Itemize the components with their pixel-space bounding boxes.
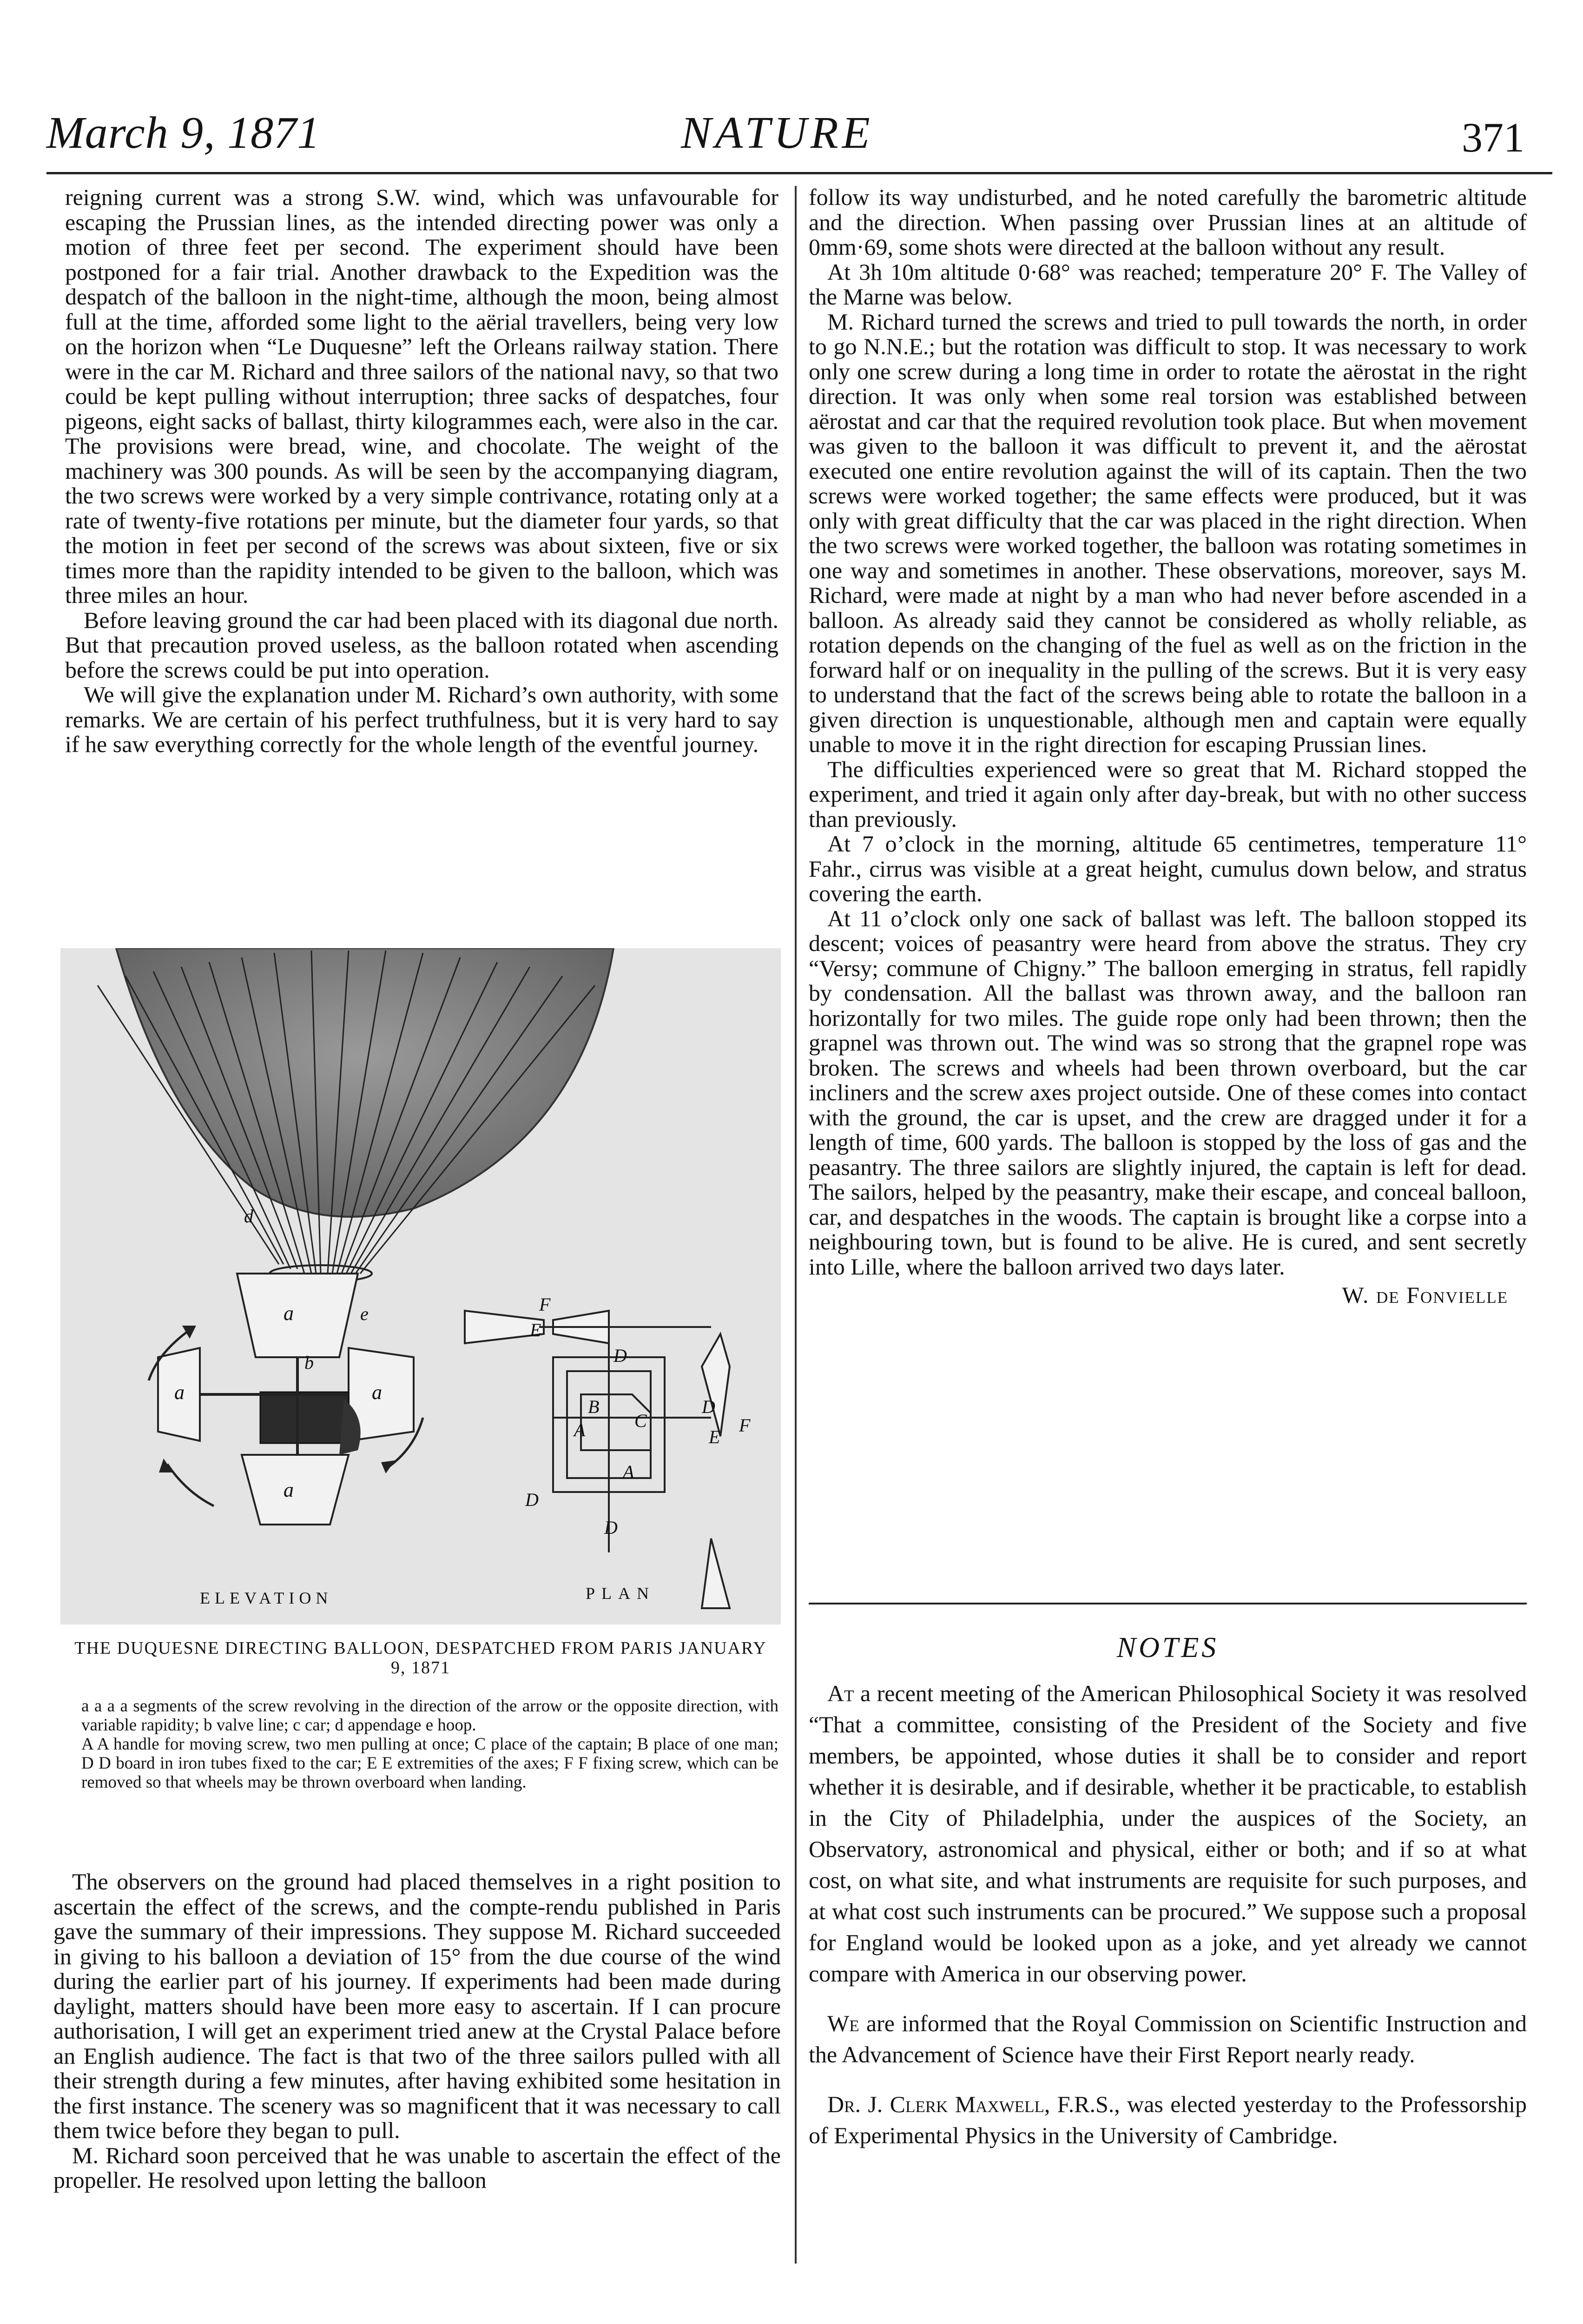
label-A: A bbox=[574, 1419, 586, 1440]
label-b: b bbox=[304, 1352, 314, 1373]
label-A: A bbox=[623, 1461, 634, 1482]
plan-label: PLAN bbox=[586, 1584, 656, 1603]
notes-section bbox=[809, 1678, 1527, 2170]
page-header bbox=[37, 98, 1543, 167]
note-lead: Dr. J. Clerk Maxwell bbox=[827, 2091, 1044, 2117]
label-E: E bbox=[709, 1426, 720, 1447]
note-text: are informed that the Royal Commission on Scientific Instruction and the Advancement of Science have their First Report nearly ready. bbox=[809, 2010, 1527, 2067]
paragraph: The difficulties experienced were so great that M. Richard stopped the experiment, and tried it again only after day-break, but with no other success than previously. bbox=[809, 756, 1527, 832]
right-column bbox=[809, 185, 1527, 1308]
legend-line: a a a a segments of the screw revolving in the direction of the arrow or the opposite direction, with variable rapidity; b valve line; c car; d appendage e hoop. bbox=[81, 1697, 778, 1735]
label-a: a bbox=[174, 1381, 185, 1404]
car bbox=[260, 1392, 349, 1443]
paragraph: We will give the explanation under M. Richard’s own authority, with some remarks. We are certain of his perfect truthfulness, but it is very hard to say if he saw everything correctly for the whole length of the eventful journey. bbox=[65, 681, 778, 757]
paragraph: reigning current was a strong S.W. wind, which was unfavourable for escaping the Prussian lines, as the intended directing power was only a motion of three feet per second. The experiment should have been postponed for a fair trial. Another drawback to the Expedition was the despatch of the balloon in the night-time, although the moon, being almost full at the time, afforded some light to the aërial travellers, being very low on the horizon when “Le Duquesne” left the Orleans railway station. There were in the car M. Richard and three sailors of the national navy, so that two could be kept pulling without interruption; three sacks of despatches, four pigeons, eight sacks of ballast, thirty kilogrammes each, were also in the car. The provisions were bread, wine, and chocolate. The weight of the machinery was 300 pounds. As will be seen by the accompanying diagram, the two screws were worked by a very simple contrivance, rotating only at a rate of twenty-five rotations per minute, but the diameter four yards, so that the motion in feet per second of the screws was about sixteen, five or six times more than the rapidity intended to be given to the balloon, which was three miles an hour. bbox=[65, 184, 778, 608]
page-number: 371 bbox=[1462, 115, 1524, 161]
label-D: D bbox=[604, 1517, 618, 1538]
notes-heading: NOTES bbox=[1116, 1632, 1219, 1664]
paragraph: At 11 o’clock only one sack of ballast was left. The balloon stopped its descent; voices of peasantry were heard from above the stratus. They cry “Versy; commune of Chigny.” The balloon emerging in stratus, fell rapidly by condensation. All the ballast was thrown away, and the balloon ran horizontally for two miles. The guide rope only had been thrown; then the grapnel was thrown out. The wind was so strong that the grapnel rope was broken. The screws and wheels had been thrown overboard, but the car incliners and the screw axes project outside. One of these comes into contact with the ground, the car is upset, and the crew are dragged under it for a length of time, 600 yards. The balloon is stopped by the loss of gas and the peasantry. The three sailors are slightly injured, the captain is left for dead. The sailors, helped by the peasantry, make their escape, and conceal balloon, car, and despatches in the woods. The captain is brought like a corpse into a neighbouring town, but is found to be alive. He is cured, and sent secretly into Lille, where the balloon arrived two days later. bbox=[809, 905, 1527, 1280]
label-D: D bbox=[525, 1489, 539, 1510]
note-text: , F.R.S., was elected yesterday to the Professorship of Experimental Physics in the University of Cambridge. bbox=[809, 2091, 1527, 2148]
note-item bbox=[809, 2089, 1527, 2151]
paragraph: M. Richard soon perceived that he was unable to ascertain the effect of the propeller. He resolved upon letting the balloon bbox=[53, 2142, 781, 2193]
note-text: a recent meeting of the American Philosophical Society it was resolved “That a committee, consisting of the President of the Society and five members, be appointed, whose duties it shall be to consider and report whether it is desirable, and if desirable, whether it be practicable, to establish in the City of Philadelphia, under the auspices of the Society, an Observatory, astronomical and physical, either or both; and if so at what cost, on what site, and what instruments are requisite for such purposes, and at what cost such instruments can be procured.” We suppose such a proposal for England would be looked upon as a joke, and yet already we cannot compare with America in our observing power. bbox=[809, 1680, 1527, 1987]
note-lead: We bbox=[827, 2010, 859, 2036]
legend-line: A A handle for moving screw, two men pulling at once; C place of the captain; B place of one man; D D board in iron tubes fixed to the car; E E extremities of the axes; F F fixing screw, which can be removed so that wheels may be thrown overboard when landing. bbox=[81, 1735, 778, 1792]
screw-segment bbox=[237, 1274, 358, 1357]
figure-caption: THE DUQUESNE DIRECTING BALLOON, DESPATCHED FROM PARIS JANUARY 9, 1871 bbox=[74, 1638, 767, 1677]
note-item bbox=[809, 2008, 1527, 2070]
label-F: F bbox=[739, 1415, 751, 1436]
paragraph: At 7 o’clock in the morning, altitude 65 centimetres, temperature 11° Fahr., cirrus was visible at a great height, cumulus down below, and stratus covering the earth. bbox=[809, 831, 1527, 906]
label-D: D bbox=[613, 1345, 627, 1366]
label-B: B bbox=[588, 1396, 600, 1417]
note-item bbox=[809, 1678, 1527, 1989]
label-a: a bbox=[284, 1479, 294, 1501]
issue-date: March 9, 1871 bbox=[46, 108, 321, 158]
left-column bbox=[65, 185, 778, 757]
label-d: d bbox=[244, 1206, 253, 1227]
paragraph: follow its way undisturbed, and he noted carefully the barometric altitude and the direction. When passing over Prussian lines at an altitude of 0mm·69, some shots were directed at the balloon without any result. bbox=[809, 184, 1527, 260]
section-rule bbox=[809, 1603, 1527, 1604]
label-F: F bbox=[539, 1294, 551, 1315]
paragraph: The observers on the ground had placed themselves in a right position to ascertain the effect of the screws, and the compte-rendu published in Paris gave the summary of their impressions. They suppose M. Richard succeeded in giving to his balloon a deviation of 15° from the due course of the wind during the earlier part of his journey. If experiments had been made during daylight, matters should have been more easy to ascertain. If I can procure authorisation, I will get an experiment tried anew at the Crystal Palace before an English audience. The fact is that two of the three sailors pulled with all their strength during a few minutes, after having exhibited some hesitation in the first instance. The scenery was so magnificent that it was necessary to call them twice before they began to pull. bbox=[53, 1868, 781, 2143]
label-D: D bbox=[702, 1396, 715, 1417]
balloon-diagram bbox=[60, 948, 781, 1624]
label-e: e bbox=[360, 1303, 369, 1324]
label-C: C bbox=[634, 1410, 647, 1431]
elevation-label: ELEVATION bbox=[200, 1589, 333, 1607]
note-lead: At bbox=[827, 1680, 854, 1706]
paragraph: At 3h 10m altitude 0·68° was reached; temperature 20° F. The Valley of the Marne was below. bbox=[809, 258, 1527, 310]
balloon-envelope bbox=[116, 948, 613, 1217]
author-signature: W. de Fonvielle bbox=[1342, 1282, 1508, 1308]
plan-diagram bbox=[465, 1311, 730, 1608]
paragraph: Before leaving ground the car had been placed with its diagonal due north. But that precaution proved useless, as the balloon rotated when ascending before the screws could be put into operation. bbox=[65, 607, 778, 683]
journal-title: NATURE bbox=[681, 108, 874, 158]
label-a: a bbox=[284, 1302, 294, 1325]
balloon-figure bbox=[60, 948, 781, 1624]
figure-legend bbox=[81, 1697, 778, 1792]
paragraph: M. Richard turned the screws and tried to pull towards the north, in order to go N.N.E.; but the rotation was difficult to stop. It was necessary to work only one screw during a long time in order to rotate the aërostat in the right direction. It was only when some real torsion was established between aërostat and car that the required revolution took place. But when movement was given to the balloon it was difficult to prevent it, and the aërostat executed one entire revolution against the will of its captain. Then the two screws were worked together; the same effects were produced, but it was only with great difficulty that the car was placed in the right direction. When the two screws were worked together, the balloon was rotating sometimes in one way and sometimes in another. These observations, moreover, says M. Richard, were made at night by a man who had never before ascended in a balloon. As already said they cannot be considered as wholly reliable, as rotation depends on the changing of the fuel as well as on the friction in the forward half or on inequality in the pulling of the screws. But it is very easy to understand that the fact of the screws being able to rotate the balloon in a given direction is unquestionable, although men and captain were equally unable to move it in the right direction for escaping Prussian lines. bbox=[809, 308, 1527, 757]
screw-segment bbox=[242, 1455, 349, 1525]
label-a: a bbox=[372, 1381, 382, 1404]
left-column-lower bbox=[53, 1869, 781, 2193]
label-E: E bbox=[530, 1320, 541, 1340]
column-divider bbox=[795, 186, 797, 2264]
header-rule bbox=[46, 172, 1552, 174]
